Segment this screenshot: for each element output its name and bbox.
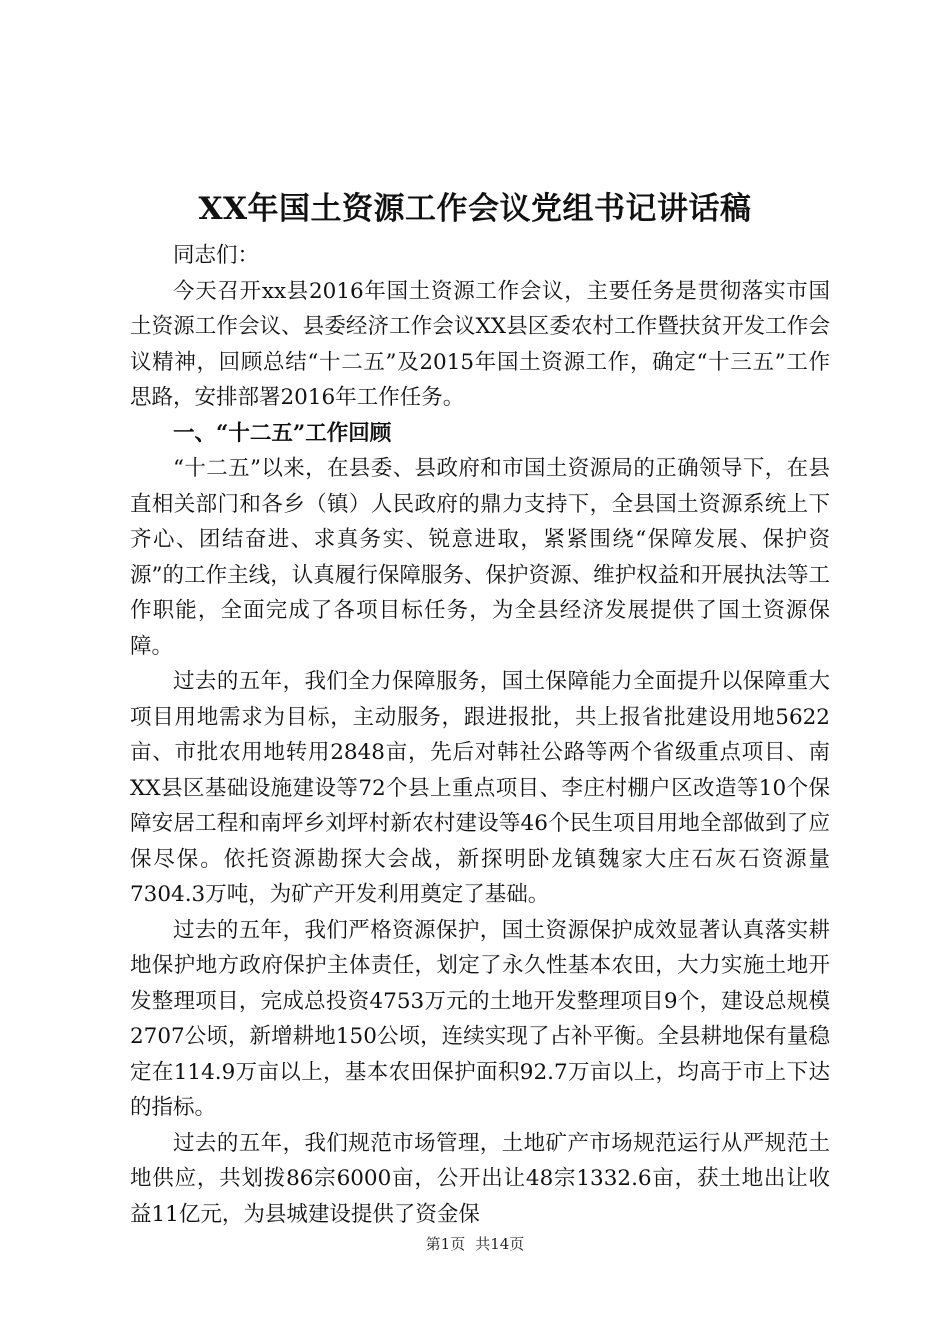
document-title: XX年国土资源工作会议党组书记讲话稿 (198, 191, 752, 227)
intro-paragraph: 今天召开xx县2016年国土资源工作会议，主要任务是贯彻落实市国土资源工作会议、县委经济工作会议XX县区委农村工作暨扶贫开发工作会议精神，回顾总结“十二五”及2015年国土资源工作，确定“十三五”工作思路，安排部署2016年工作任务。 (130, 278, 830, 410)
section-heading: 一、“十二五”工作回顾 (173, 420, 392, 446)
page-total: 共14页 (475, 1235, 525, 1253)
page-number: 第1页 (425, 1235, 466, 1253)
body-paragraph: 过去的五年，我们规范市场管理，土地矿产市场规范运行从严规范土地供应，共划拨86宗6000亩，公开出让48宗1332.6亩，获土地出让收益11亿元，为县城建设提供了资金保 (130, 1130, 830, 1227)
document-body (130, 238, 830, 1232)
salutation: 同志们： (173, 243, 260, 268)
body-paragraph: 过去的五年，我们严格资源保护，国土资源保护成效显著认真落实耕地保护地方政府保护主体责任，划定了永久性基本农田，大力实施土地开发整理项目，完成总投资4753万元的土地开发整理项目9个，建设总规模2707公顷，新增耕地150公顷，连续实现了占补平衡。全县耕地保有量稳定在114.9万亩以上，基本农田保护面积92.7万亩以上，均高于市上下达的指标。 (130, 917, 830, 1120)
body-paragraph: 过去的五年，我们全力保障服务，国土保障能力全面提升以保障重大项目用地需求为目标，主动服务，跟进报批，共上报省批建设用地5622亩、市批农用地转用2848亩，先后对韩社公路等两个省级重点项目、南XX县区基础设施建设等72个县上重点项目、李庄村棚户区改造等10个保障安居工程和南坪乡刘坪村新农村建设等46个民生项目用地全部做到了应保尽保。依托资源勘探大会战，新探明卧龙镇魏家大庄石灰石资源量7304.3万吨，为矿产开发利用奠定了基础。 (130, 669, 830, 907)
page-footer (0, 1233, 950, 1255)
body-paragraph: “十二五”以来，在县委、县政府和市国土资源局的正确领导下，在县直相关部门和各乡（镇）人民政府的鼎力支持下，全县国土资源系统上下齐心、团结奋进、求真务实、锐意进取，紧紧围绕“保障发展、保护资源”的工作主线，认真履行保障服务、保护资源、维护权益和开展执法等工作职能，全面完成了各项目标任务，为全县经济发展提供了国土资源保障。 (130, 456, 830, 659)
